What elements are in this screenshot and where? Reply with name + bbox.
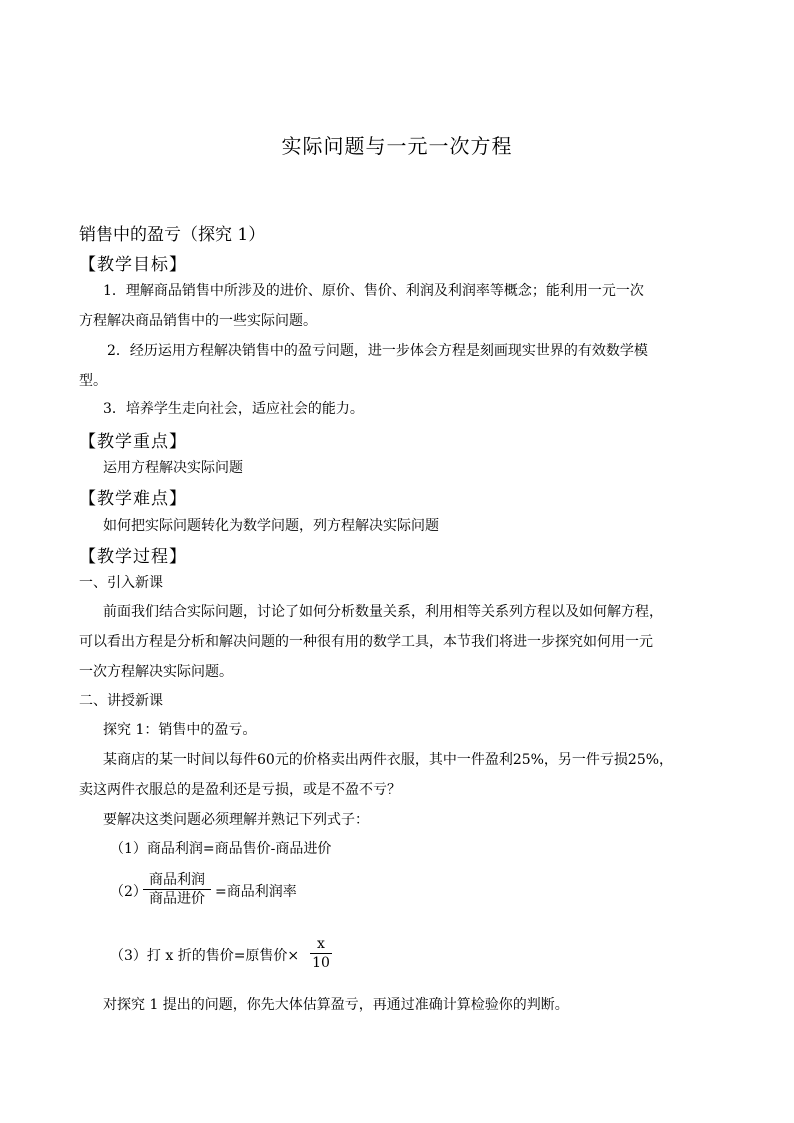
part-1-line-2: 可以看出方程是分析和解决问题的一种很有用的数学工具，本节我们将进一步探究如何用一元 <box>79 634 653 650</box>
formula-2-denominator: 商品进价 <box>149 891 205 907</box>
formula-3-numerator: x <box>317 936 325 952</box>
section-title: 销售中的盈亏（探究 1） <box>79 225 266 245</box>
objective-1-line-2: 方程解决商品销售中的一些实际问题。 <box>79 313 317 329</box>
part-1-heading: 一、引入新课 <box>79 575 163 591</box>
problem-line-2: 卖这两件衣服总的是盈利还是亏损，或是不盈不亏？ <box>79 782 401 798</box>
formula-2-fraction <box>143 871 211 908</box>
objectives-heading: 【教学目标】 <box>79 255 187 275</box>
objective-1-line-1: 1．理解商品销售中所涉及的进价、原价、售价、利润及利润率等概念；能利用一元一次 <box>103 283 644 299</box>
key-points-text: 运用方程解决实际问题 <box>103 460 243 476</box>
problem-line-1: 某商店的某一时间以每件60元的价格卖出两件衣服，其中一件盈利25%，另一件亏损25%， <box>103 752 674 768</box>
difficulties-heading: 【教学难点】 <box>79 489 187 509</box>
formula-3-fraction <box>310 935 332 972</box>
formula-2-suffix: =商品利润率 <box>215 884 297 900</box>
closing-text: 对探究 1 提出的问题，你先大体估算盈亏，再通过准确计算检验你的判断。 <box>103 997 569 1013</box>
process-heading: 【教学过程】 <box>79 547 187 567</box>
objective-3: 3．培养学生走向社会，适应社会的能力。 <box>103 401 364 417</box>
explore-title: 探究 1：销售中的盈亏。 <box>103 722 257 738</box>
formula-2-numerator: 商品利润 <box>149 872 205 888</box>
formula-2-prefix: （2） <box>110 884 147 900</box>
difficulties-text: 如何把实际问题转化为数学问题，列方程解决实际问题 <box>103 518 439 534</box>
formula-3-denominator: 10 <box>312 955 330 971</box>
key-points-heading: 【教学重点】 <box>79 432 187 452</box>
objective-2-line-2: 型。 <box>79 373 107 389</box>
objective-2-line-1: 2．经历运用方程解决销售中的盈亏问题，进一步体会方程是刻画现实世界的有效数学模 <box>107 343 648 359</box>
formula-1: （1）商品利润=商品售价-商品进价 <box>110 841 332 857</box>
part-2-heading: 二、讲授新课 <box>79 693 163 709</box>
page-title: 实际问题与一元一次方程 <box>281 134 513 158</box>
formula-3-prefix: （3）打 x 折的售价=原售价× <box>110 948 300 964</box>
formula-intro: 要解决这类问题必须理解并熟记下列式子： <box>103 812 369 828</box>
part-1-line-1: 前面我们结合实际问题，讨论了如何分析数量关系，利用相等关系列方程以及如何解方程， <box>103 604 663 620</box>
part-1-line-3: 一次方程解决实际问题。 <box>79 664 233 680</box>
